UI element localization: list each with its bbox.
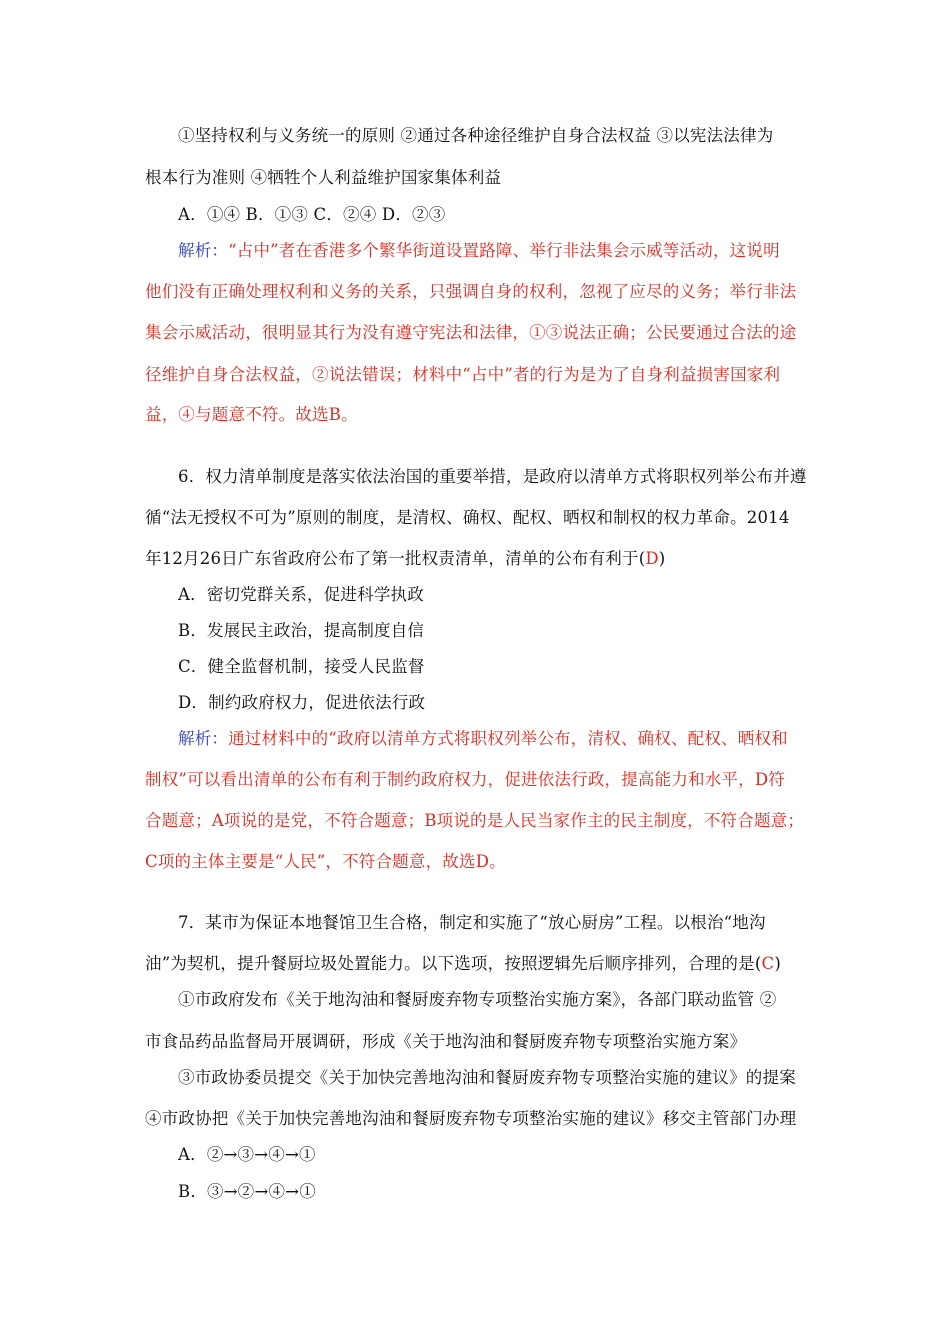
q6-stem-line-2: 循“法无授权不可为”原则的制度，是清权、确权、配权、晒权和制权的权力革命。2014	[145, 508, 790, 527]
q7-answer: C	[761, 954, 775, 973]
q7-option-a: A．②→③→④→①	[178, 1145, 316, 1164]
q6-answer: D	[645, 549, 659, 568]
q6-paren-close: )	[658, 549, 666, 568]
q5-analysis-line-1	[178, 239, 780, 263]
q6-analysis-line-4: C项的主体主要是“人民”，不符合题意，故选D。	[145, 852, 506, 871]
q5-analysis-line-3: 集会示威活动，很明显其行为没有遵守宪法和法律，①③说法正确；公民要通过合法的途	[145, 323, 797, 342]
q7-item-1: ①市政府发布《关于地沟油和餐厨废弃物专项整治实施方案》，各部门联动监管 ②	[178, 990, 777, 1009]
q5-options-line-1: ①坚持权利与义务统一的原则 ②通过各种途径维护自身合法权益 ③以宪法法律为	[178, 126, 774, 145]
q7-stem-line-1: 7．某市为保证本地餐馆卫生合格，制定和实施了“放心厨房”工程。以根治“地沟	[178, 913, 766, 932]
q6-stem-line-3	[145, 547, 665, 571]
q6-option-a: A．密切党群关系，促进科学执政	[178, 585, 424, 604]
q7-item-3: ③市政协委员提交《关于加快完善地沟油和餐厨废弃物专项整治实施的建议》的提案	[178, 1068, 796, 1087]
q7-item-1-cont: 市食品药品监督局开展调研，形成《关于地沟油和餐厨废弃物专项整治实施方案》	[145, 1032, 747, 1051]
q6-stem-line-1: 6．权力清单制度是落实依法治国的重要举措，是政府以清单方式将职权列举公布并遵	[178, 467, 807, 486]
analysis-label: 解析：	[178, 729, 229, 748]
q5-options-line-2: 根本行为准则 ④牺牲个人利益维护国家集体利益	[145, 168, 502, 187]
q6-stem-text: 年12月26日广东省政府公布了第一批权责清单，清单的公布有利于(	[145, 549, 646, 568]
q6-option-c: C．健全监督机制，接受人民监督	[178, 657, 425, 676]
q7-item-4: ④市政协把《关于加快完善地沟油和餐厨废弃物专项整治实施的建议》移交主管部门办理	[145, 1109, 797, 1128]
q7-stem-line-2	[145, 952, 781, 976]
q7-paren-close: )	[774, 954, 781, 973]
q6-option-d: D．制约政府权力，促进依法行政	[178, 693, 426, 712]
q5-analysis-line-4: 径维护自身合法权益，②说法错误；材料中“占中”者的行为是为了自身利益损害国家利	[145, 365, 781, 384]
q7-stem-text: 油”为契机，提升餐厨垃圾处置能力。以下选项，按照逻辑先后顺序排列，合理的是(	[145, 954, 762, 973]
q5-choices: A．①④ B．①③ C．②④ D．②③	[178, 205, 446, 224]
q6-analysis-line-3: 合题意；A项说的是党，不符合题意；B项说的是人民当家作主的民主制度，不符合题意；	[145, 811, 805, 830]
analysis-text: “占中”者在香港多个繁华街道设置路障、举行非法集会示威等活动，这说明	[228, 241, 780, 260]
analysis-text: 通过材料中的“政府以清单方式将职权列举公布，清权、确权、配权、晒权和	[228, 729, 788, 748]
q7-option-b: B．③→②→④→①	[178, 1182, 316, 1201]
q6-option-b: B．发展民主政治，提高制度自信	[178, 621, 425, 640]
analysis-label: 解析：	[178, 241, 229, 260]
q5-analysis-line-5: 益，④与题意不符。故选B。	[145, 405, 358, 424]
q6-analysis-line-1	[178, 727, 788, 751]
q5-analysis-line-2: 他们没有正确处理权利和义务的关系，只强调自身的权利，忽视了应尽的义务；举行非法	[145, 282, 797, 301]
q6-analysis-line-2: 制权”可以看出清单的公布有利于制约政府权力，促进依法行政，提高能力和水平，D符	[145, 770, 785, 789]
